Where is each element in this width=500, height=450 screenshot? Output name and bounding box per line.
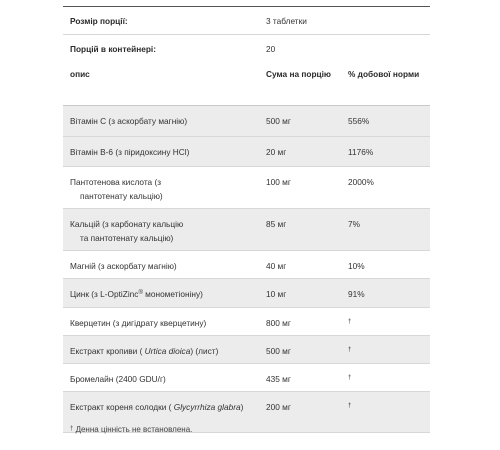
- serving-size-label: Розмір порції:: [70, 16, 128, 26]
- registered-mark: ®: [138, 290, 143, 296]
- row-daily-value: [341, 336, 430, 363]
- row-name-part: ) (лист): [190, 346, 219, 356]
- botanical-name: Glycyrrhiza glabra: [173, 402, 241, 412]
- row-amount: 10 мг: [266, 289, 287, 299]
- supplement-facts-panel: [63, 6, 430, 433]
- table-row: [63, 137, 430, 167]
- botanical-name: Urtica dioica: [144, 346, 191, 356]
- servings-per-container-label: Порцій в контейнері:: [70, 44, 156, 54]
- servings-per-container-value: 20: [266, 44, 276, 54]
- serving-size-row: [63, 7, 430, 35]
- table-row: [63, 106, 430, 137]
- row-daily-value: 91%: [348, 289, 365, 299]
- row-name: Бромелайн (2400 GDU/г): [70, 374, 166, 384]
- row-name: [63, 209, 259, 250]
- row-name-line2: пантотенату кальцію): [80, 190, 163, 201]
- footnote: [70, 425, 192, 434]
- table-row: [63, 251, 430, 279]
- row-daily-value: 7%: [348, 219, 360, 229]
- dagger-mark: †: [348, 403, 352, 409]
- row-daily-value: 10%: [348, 261, 365, 271]
- row-daily-value: 556%: [348, 116, 370, 126]
- header-description: опис: [70, 69, 90, 79]
- table-row: [63, 209, 430, 251]
- table-row: [63, 279, 430, 308]
- row-name: [63, 167, 259, 208]
- row-amount: 435 мг: [266, 374, 291, 384]
- row-name-part: ): [240, 402, 244, 412]
- row-amount: 100 мг: [266, 177, 291, 187]
- row-name-part: Екстракт кропиви (: [70, 346, 145, 356]
- row-daily-value: [341, 308, 430, 335]
- row-daily-value: 1176%: [348, 147, 374, 157]
- row-amount: 800 мг: [266, 318, 291, 328]
- row-name: Вітамін С (з аскорбату магнію): [70, 116, 188, 126]
- footnote-dagger: †: [70, 426, 74, 432]
- row-amount: 200 мг: [266, 402, 291, 412]
- row-name: [63, 279, 259, 307]
- row-amount: 85 мг: [266, 219, 287, 229]
- footnote-text: Денна цінність не встановлена.: [73, 425, 193, 434]
- servings-per-container-row: [63, 35, 430, 62]
- dagger-mark: †: [348, 319, 352, 325]
- header-daily-value: % добової норми: [348, 69, 420, 79]
- row-name-part: Цинк (з L-OptiZinc: [70, 289, 139, 299]
- row-daily-value: 2000%: [348, 177, 374, 187]
- row-name: Магній (з аскорбату магнію): [70, 261, 177, 271]
- dagger-mark: †: [348, 375, 352, 381]
- row-name: Кверцетин (з дигідрату кверцетину): [70, 318, 207, 328]
- row-name-line1: Кальцій (з карбонату кальцію: [70, 219, 184, 229]
- row-name: Вітамін В-6 (з піридоксину HCl): [70, 147, 190, 157]
- row-name-part: монометіоніну): [142, 289, 203, 299]
- row-name-line1: Пантотенова кислота (з: [70, 177, 162, 187]
- row-amount: 40 мг: [266, 261, 287, 271]
- row-daily-value: [341, 364, 430, 391]
- row-name: [63, 336, 259, 363]
- table-header-row: [63, 62, 430, 106]
- table-row: [63, 167, 430, 209]
- row-daily-value: [341, 392, 430, 432]
- row-name-line2: та пантотенату кальцію): [80, 232, 174, 243]
- table-row: [63, 364, 430, 392]
- header-amount: Сума на порцію: [266, 69, 332, 79]
- table-row: [63, 308, 430, 336]
- table-row: [63, 336, 430, 364]
- dagger-mark: †: [348, 347, 352, 353]
- serving-size-value: 3 таблетки: [266, 16, 307, 26]
- row-amount: 500 мг: [266, 346, 291, 356]
- row-amount: 500 мг: [266, 116, 291, 126]
- row-amount: 20 мг: [266, 147, 287, 157]
- row-name-part: Екстракт кореня солодки (: [70, 402, 174, 412]
